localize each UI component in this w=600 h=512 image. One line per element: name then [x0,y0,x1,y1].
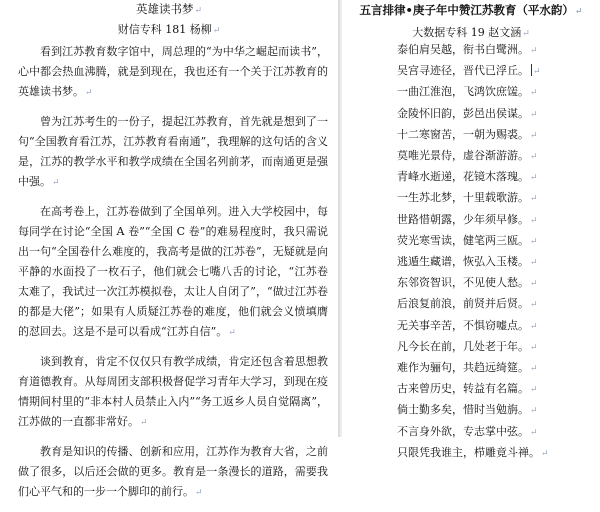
paragraph-mark-icon: ↵ [530,364,538,375]
poem-line-text: 一曲江淮泡，飞鸿饮庶馐。 [397,85,529,99]
poem-line [397,210,587,231]
poem-line-text: 泰伯肩吴越，衔书白鹭洲。 [397,43,529,56]
poem-line-text: 金陵怀旧韵，彭邑出侯谋。 [397,106,529,120]
essay-paragraph-text: 谈到教育，肯定不仅仅只有教学成绩，肯定还包含着思想教育道德教育。从每周团支部积极督促学习青年大学习，到现在疫情期间村里的“非本村人员禁止入内”“务工返乡人员自觉隔离”，江苏做的一直都非常好。 [18,355,328,428]
paragraph-mark-icon: ↵ [530,215,538,226]
poem-title: 五言排律•庚子年中赞江苏教育（平水韵）↵ [359,3,583,17]
poem-line [397,167,587,188]
poem-line [397,358,587,379]
paragraph-mark-icon: ↵ [530,173,538,184]
text-cursor [531,64,532,76]
poem-line [397,273,587,294]
paragraph-mark-icon: ↵ [530,342,538,353]
paragraph-mark-icon: ↵ [530,279,538,290]
paragraph-mark-icon: ↵ [530,88,538,99]
paragraph-mark-icon: ↵ [530,385,538,396]
poem-line-text: 无关事辛苦，不惧窃嘘点。 [397,318,529,332]
poem-line-text: 凡今长在前，几处老于年。 [397,339,529,353]
poem-line [397,252,587,273]
poem-line [397,231,587,252]
essay-paragraph [18,112,328,193]
paragraph-mark-icon: ↵ [530,321,538,332]
poem-line [397,294,587,315]
poem-line-text: 东邻资智识，不见使人愁。 [397,276,529,290]
paragraph-mark-icon: ↵ [52,178,60,188]
poem-line-text: 吴宫寻迹径，晋代已浮丘。 [397,64,529,78]
right-document-page [342,0,600,459]
poem-line [397,104,587,125]
poem-line [397,61,587,82]
paragraph-mark-icon: ↵ [530,258,538,269]
essay-byline: 财信专科 181 杨柳↵ [117,23,221,36]
poem-line-text: 不言身外欲，专志掌中弦。 [397,424,529,438]
paragraph-mark-icon: ↵ [530,236,538,247]
poem-line-text: 十二寒窗苦，一朝为赐裘。 [397,127,529,141]
poem-line-text: 一生苏北梦，十里载歌游。 [397,191,529,205]
poem-line [397,188,587,209]
poem-line [397,400,587,421]
poem-line [397,82,587,103]
paragraph-mark-icon: ↵ [195,488,203,498]
paragraph-mark-icon: ↵ [228,328,236,338]
poem-line [397,125,587,146]
poem-line [397,422,587,443]
essay-paragraph [18,352,328,433]
poem-line-text: 荧光寒雪读，健笔两三瓯。 [397,233,529,247]
paragraph-mark-icon: ↵ [530,194,538,205]
poem-line [397,443,587,464]
poem-line [397,146,587,167]
paragraph-mark-icon: ↵ [212,26,221,36]
essay-paragraph [18,202,328,343]
paragraph-mark-icon: ↵ [530,300,538,311]
essay-paragraph [18,442,328,503]
paragraph-mark-icon: ↵ [530,130,538,141]
poem-line [397,40,587,61]
poem-line-text: 世路惜朝露，少年须早修。 [397,212,529,226]
paragraph-mark-icon: ↵ [522,29,530,39]
paragraph-mark-icon: ↵ [85,88,93,98]
poem-line-text: 古来曾历史，转益有名篇。 [397,382,529,396]
paragraph-mark-icon: ↵ [530,427,538,438]
paragraph-mark-icon: ↵ [194,6,203,16]
poem-line [397,379,587,400]
poem-line-text: 莫唯光景侍，虚谷渐游游。 [397,149,529,163]
paragraph-mark-icon: ↵ [574,7,583,17]
poem-byline: 大数据专科 19 赵文涵↵ [412,26,530,39]
poem-line-text: 只限凭我谁主，栉雕竟斗禅。 [397,445,540,459]
poem-body[interactable] [397,40,587,464]
paragraph-mark-icon: ↵ [533,67,541,78]
poem-line-text: 逃遁生藏谱，恢弘入玉楼。 [397,255,529,269]
poem-line [397,337,587,358]
paragraph-mark-icon: ↵ [530,46,538,56]
poem-line-text: 后浪复前浪，前贤并后贤。 [397,297,529,311]
poem-line-text: 倘士勤多矣，惜时当勉旃。 [397,403,529,417]
essay-paragraph-text: 看到江苏教育数字馆中，周总理的“为中华之崛起而读书”，心中都会热血沸腾，就是到现在，我也还有一个关于江苏教育的英雄读书梦。 [18,45,328,98]
essay-paragraph-text: 教育是知识的传播、创新和应用，江苏作为教育大省，之前做了很多，以后还会做的更多。教育是一条漫长的道路，需要我们心平气和的一步一个脚印的前行。 [18,445,328,498]
paragraph-mark-icon: ↵ [541,448,549,459]
paragraph-mark-icon: ↵ [140,418,148,428]
essay-paragraph [18,42,328,103]
essay-body[interactable] [18,42,328,512]
poem-line-text: 青峰水逝递，花镜木落瑰。 [397,170,529,184]
poem-line-text: 难作为骊句，共趋远绮筵。 [397,361,529,375]
paragraph-mark-icon: ↵ [530,406,538,417]
paragraph-mark-icon: ↵ [530,152,538,163]
paragraph-mark-icon: ↵ [530,109,538,120]
poem-line [397,316,587,337]
essay-title: 英雄读书梦↵ [135,2,203,16]
essay-paragraph-text: 在高考卷上，江苏卷做到了全国单列。进入大学校园中，每每同学在讨论“全国 A 卷”“全国 C 卷”的难易程度时，我只需说出一句“全国卷什么难度的，我高考是做的江苏卷”，无疑就是向平静的水面投了一枚石子，他们就会七嘴八舌的讨论，“江苏卷太难了，我试过一次江苏模拟卷，太让人自闭了”，“做过江苏卷的都是大佬”；如果有人质疑江苏卷的难度，他们就会义愤填膺的怼回去。这是不是可以看成“江苏自信”。 [18,205,328,338]
essay-paragraph-text: 曾为江苏考生的一份子，提起江苏教育，首先就是想到了一句“全国教育看江苏，江苏教育看南通”，我理解的这句话的含义是，江苏的教学水平和教学成绩在全国名列前茅，而南通更是强中强。 [18,115,328,188]
